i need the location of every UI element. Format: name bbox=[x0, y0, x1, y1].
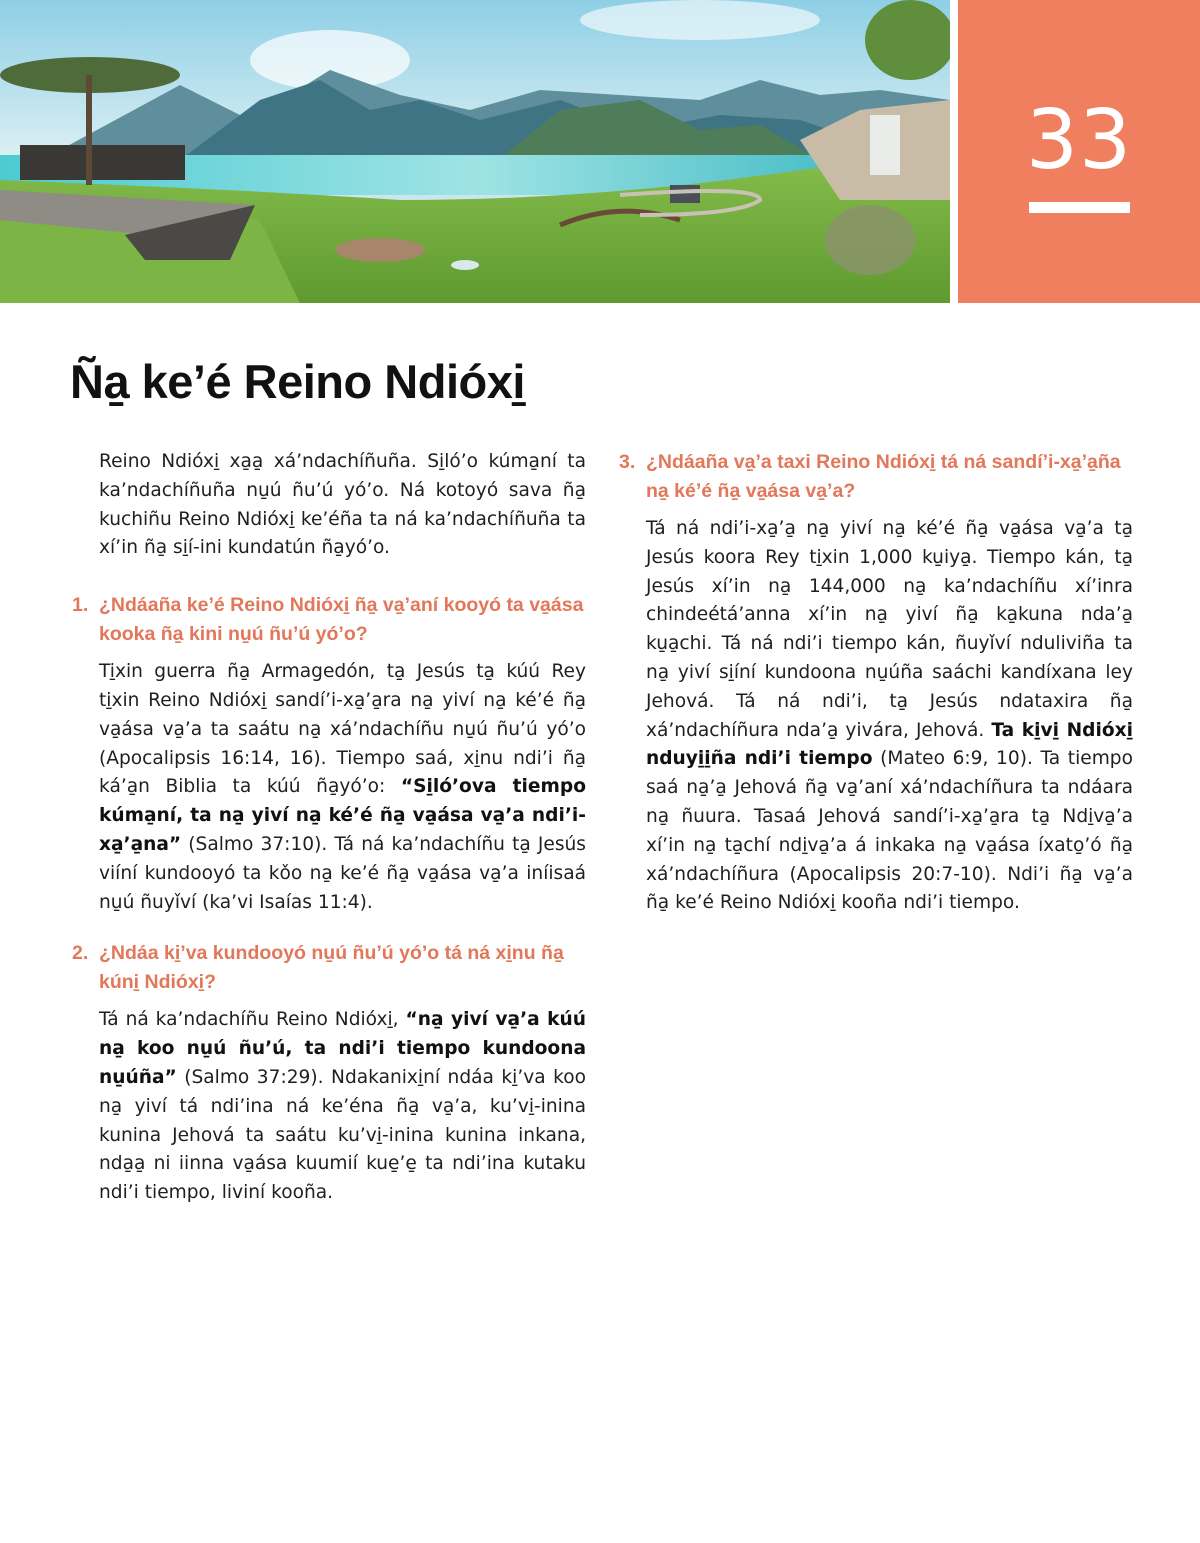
page-title: Ña̱ ke’é Reino Ndióxi̱ bbox=[70, 355, 525, 408]
right-column bbox=[619, 448, 1133, 918]
answer-paragraph-2 bbox=[99, 1006, 586, 1208]
question-1 bbox=[72, 591, 586, 648]
hero-illustration bbox=[0, 0, 950, 303]
question-number: 2. bbox=[72, 942, 89, 965]
intro-paragraph: Reino Ndióxi̱ xa̱a̱ xá’ndachíñuña. Si̱ló’o kúma̱ní ta ka’ndachíñuña nu̱ú ñu’ú yó’o. Ná kotoyó sava ña̱ kuchiñu Reino Ndióxi̱ ke’éña ta ná ka’ndachíñuña ta xí’in ña̱ si̱í-ini kundatún ña̱yó’o. bbox=[99, 451, 586, 559]
scripture-quote: “na̱ yiví va̱’a kúú na̱ koo nu̱ú ñu’ú, ta ndi’i tiempo kundoona nu̱úña” bbox=[99, 1009, 587, 1088]
paragraph-text: (Salmo 37:29). Ndakanixi̱ní ndáa ki̱’va koo na̱ yiví tá ndi’ina ná ke’éna ña̱ va̱’a, ku’vi̱-inina kunina Jehová ta saátu ku’vi̱-inina kunina inkana, nda̱a̱ ni iinna va̱ása kuumií kue̱’e̱ ta ndi’ina kutaku ndi’i tiempo, liviní kooña. bbox=[99, 1066, 586, 1204]
paragraph-text: Tá ná ndi’i-xa̱’a̱ na̱ yiví na̱ ké’é ña̱ va̱ása va̱’a ta̱ Jesús koora Rey ti̱xin 1,000 ku̱iya̱. Tiempo kán, ta̱ Jesús xí’in na̱ 144,000 na̱ ka’ndachíñu xí’inra chindeétá’anna xí’in na̱ yiví ña̱ ka̱kuna nda’a̱ ku̱a̱chi. Tá ná ndi’i tiempo kán, ñuyǐví nduliviña ta na̱ yiví si̱íní kundoona nu̱úña saáchi kandíxana ley Jehová. Tá ná ndi’i, ta̱ Jesús ndataxira ña̱ xá’ndachíñura nda’a̱ yivára, Jehová. bbox=[646, 518, 1133, 741]
left-column bbox=[72, 448, 587, 1208]
paragraph-text: (Mateo 6:9, 10). Ta tiempo saá na̱’a̱ Jehová ña̱ va̱’aní xá’ndachíñura ta ndáara na̱ ñuura. Tasaá Jehová sandí’i-xa̱’a̱ra ta̱ Ndi̱va̱’a xí’in na̱ ta̱chí ndi̱va̱’a á inkaka na̱ va̱ása íxato̱’ó ña̱ xá’ndachíñura (Apocalipsis 20:7-10). Ndi’i ña̱ va̱’a ña̱ ke’é Reino Ndióxi̱ kooña ndi’i tiempo. bbox=[646, 748, 1133, 914]
chapter-number: 33 bbox=[1025, 93, 1133, 188]
question-2 bbox=[72, 939, 586, 996]
question-text: ¿Ndáaña va̱’a taxi Reino Ndióxi̱ tá ná sandí’i-xa̱’a̱ña na̱ ké’é ña̱ va̱ása va̱’a? bbox=[646, 451, 1121, 502]
paragraph-text: Tá ná ka’ndachíñu Reino Ndióxi̱, bbox=[99, 1009, 406, 1031]
section-3 bbox=[619, 448, 1133, 918]
question-text: ¿Ndáa ki̱’va kundooyó nu̱ú ñu’ú yó’o tá ná xi̱nu ña̱ kúni̱ Ndióxi̱? bbox=[99, 942, 564, 993]
question-number: 3. bbox=[619, 451, 636, 473]
answer-paragraph-3 bbox=[646, 515, 1133, 918]
answer-paragraph-1 bbox=[99, 658, 586, 917]
question-number: 1. bbox=[72, 594, 89, 617]
section-2 bbox=[72, 939, 587, 1208]
landscape-image bbox=[0, 0, 950, 303]
paragraph-text: Ti̱xin guerra ña̱ Armagedón, ta̱ Jesús ta̱ kúú Rey ti̱xin Reino Ndióxi̱ sandí’i-xa̱’a̱ra na̱ yiví na̱ ké’é ña̱ va̱ása va̱’a ta saátu na̱ xá’ndachíñu nu̱ú ñu’ú yó’o (Apocalipsis 16:14, 16). Tiempo saá, xi̱nu ndi’i ña̱ ká’a̱n Biblia ta kúú ña̱yó’o: bbox=[99, 661, 586, 798]
chapter-badge bbox=[958, 0, 1200, 303]
scripture-quote: “Si̱ló’ova tiempo kúma̱ní, ta na̱ yiví na̱ ké’é ña̱ va̱ása va̱’a ndi’i-xa̱’a̱na” bbox=[99, 776, 586, 855]
chapter-underline bbox=[1029, 202, 1130, 213]
scripture-quote: Ta ki̱vi̱ Ndióxi̱ nduyi̱i̱ña ndi’i tiempo bbox=[646, 719, 1133, 770]
section-1 bbox=[72, 591, 586, 917]
question-text: ¿Ndáaña ke’é Reino Ndióxi̱ ña̱ va̱’aní kooyó ta va̱ása kooka ña̱ kini nu̱ú ñu’ú yó’o? bbox=[99, 594, 584, 645]
paragraph-text: (Salmo 37:10). Tá ná ka’ndachíñu ta̱ Jesús viíní kundooyó ta kǒo na̱ ke’é ña̱ va̱ása va̱’a iníisaá nu̱ú ñuyǐví (ka’vi Isaías 11:4). bbox=[99, 833, 586, 913]
question-3 bbox=[619, 448, 1133, 505]
